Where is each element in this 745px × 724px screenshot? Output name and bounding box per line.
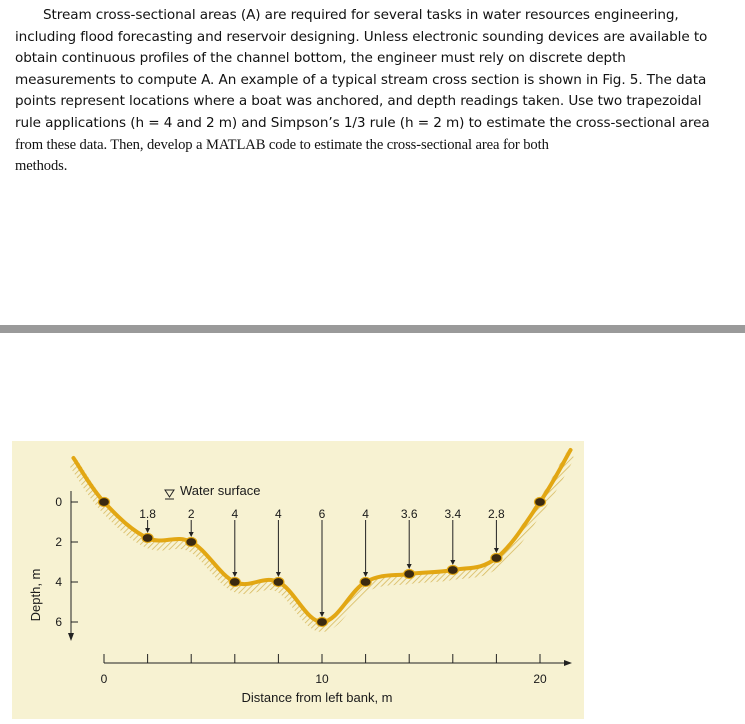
data-point-7 (404, 570, 415, 579)
y-tick-label-6: 6 (55, 615, 62, 629)
data-point-8 (447, 566, 458, 575)
section-divider (0, 325, 745, 333)
data-point-5 (317, 618, 328, 627)
problem-line-4: measurements to compute A. An example of a typical stream cross section is shown in Fig. 5. The data (15, 71, 707, 88)
data-point-3 (229, 578, 240, 587)
depth-label-8: 3.4 (444, 507, 462, 521)
y-tick-label-0: 0 (55, 495, 62, 509)
data-point-6 (360, 578, 371, 587)
cross-section-diagram (12, 441, 584, 719)
data-point-10 (535, 498, 546, 507)
x-tick-label-10: 10 (315, 672, 329, 686)
water-surface-label: Water surface (180, 483, 261, 498)
y-axis-label: Depth, m (28, 568, 43, 622)
problem-statement (15, 5, 731, 178)
x-tick-label-0: 0 (100, 672, 108, 686)
data-point-1 (142, 534, 153, 543)
data-point-4 (273, 578, 284, 587)
y-tick-label-4: 4 (55, 575, 62, 589)
depth-label-9: 2.8 (488, 507, 505, 521)
data-point-0 (99, 498, 110, 507)
figure-background (12, 441, 584, 719)
depth-label-2: 2 (187, 507, 195, 521)
problem-line-2: including flood forecasting and reservoir designing. Unless electronic sounding devices are available to (15, 28, 708, 45)
problem-line-7: from these data. Then, develop a MATLAB code to estimate the cross-sectional area for both (15, 136, 549, 153)
data-point-2 (186, 538, 197, 547)
problem-line-1: Stream cross-sectional areas (A) are required for several tasks in water resources engineering, (43, 7, 679, 23)
depth-label-7: 3.6 (400, 507, 418, 521)
data-point-9 (491, 554, 502, 563)
x-tick-label-20: 20 (533, 672, 547, 686)
depth-label-1: 1.8 (139, 507, 156, 521)
depth-label-4: 4 (275, 507, 282, 521)
depth-label-3: 4 (231, 507, 239, 521)
problem-line-5: points represent locations where a boat was anchored, and depth readings taken. Use two trapezoidal (15, 93, 702, 110)
cross-section-figure (12, 441, 584, 724)
problem-line-3: obtain continuous profiles of the channel bottom, the engineer must rely on discrete depth (15, 50, 626, 67)
problem-line-8: methods. (15, 158, 68, 175)
depth-label-6: 4 (362, 507, 369, 521)
y-tick-label-2: 2 (55, 535, 62, 549)
problem-line-6: rule applications (h = 4 and 2 m) and Simpson’s 1/3 rule (h = 2 m) to estimate the cross-sectional area (15, 114, 710, 131)
x-axis-label: Distance from left bank, m (241, 690, 393, 705)
depth-label-5: 6 (318, 507, 326, 521)
